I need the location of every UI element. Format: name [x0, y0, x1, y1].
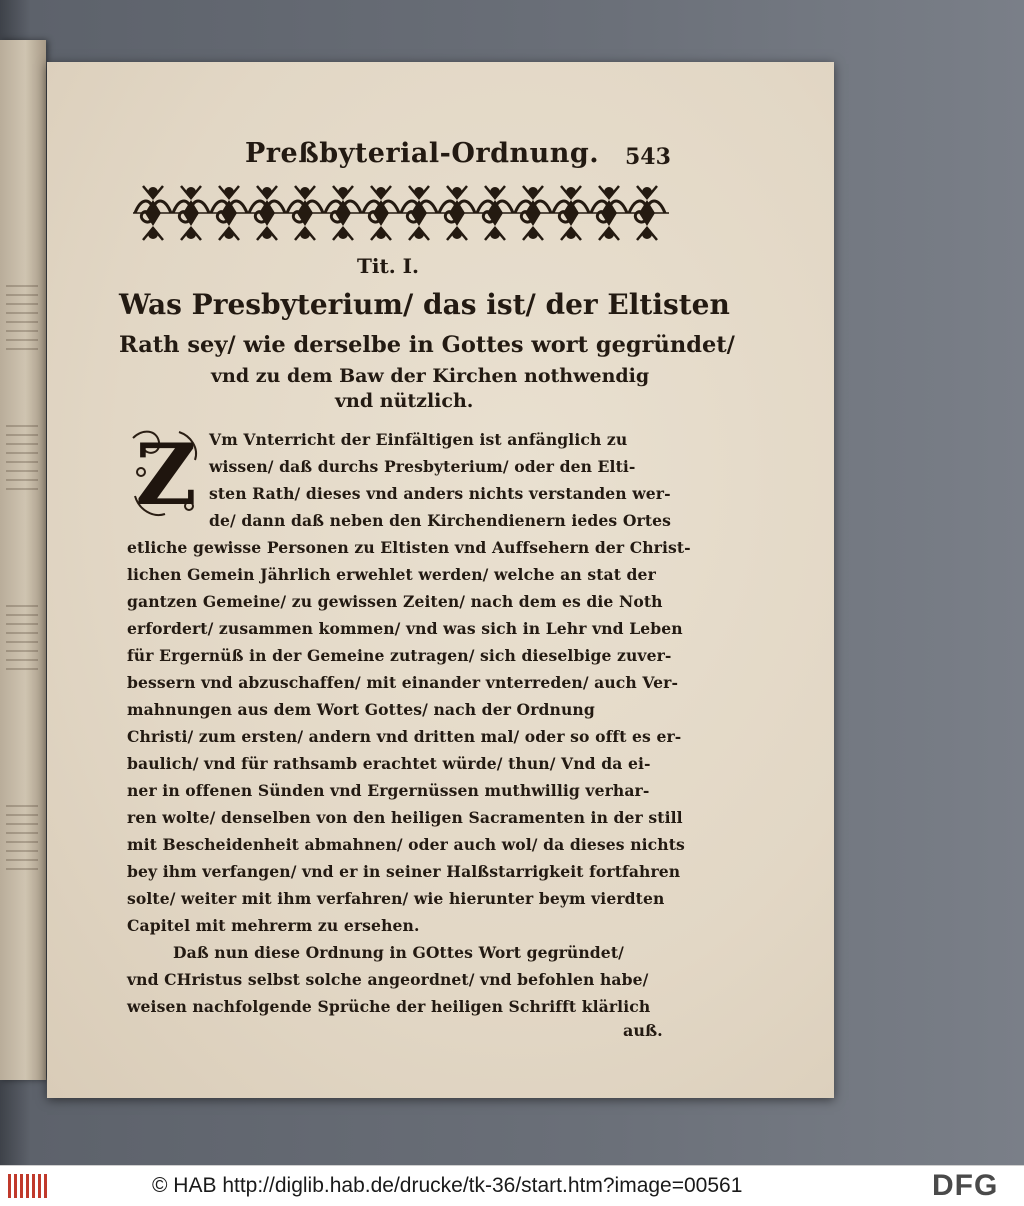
body-line: Daß nun diese Ordnung in GOttes Wort gegründet/ — [173, 943, 624, 962]
body-line: vnd CHristus selbst solche angeordnet/ vnd befohlen habe/ — [127, 970, 649, 989]
dfg-logo: DFG — [932, 1169, 999, 1202]
page-number: 543 — [625, 144, 671, 170]
book-page — [47, 62, 834, 1098]
body-line: erfordert/ zusammen kommen/ vnd was sich in Lehr vnd Leben — [127, 619, 683, 638]
source-link[interactable]: © HAB http://diglib.hab.de/drucke/tk-36/start.htm?image=00561 — [152, 1174, 743, 1197]
title-line-1: Was Presbyterium/ das ist/ der Eltisten — [119, 288, 730, 321]
hab-logo-icon — [6, 1172, 48, 1200]
catchword: auß. — [623, 1021, 663, 1040]
body-line: etliche gewisse Personen zu Eltisten vnd Auffsehern der Christ- — [127, 538, 691, 557]
title-line-3: vnd zu dem Baw der Kirchen nothwendig — [211, 365, 650, 387]
body-line: baulich/ vnd für rathsamb erachtet würde/ thun/ Vnd da ei- — [127, 754, 651, 773]
body-line: Capitel mit mehrerm zu ersehen. — [127, 916, 420, 935]
page-content — [47, 62, 834, 1098]
body-line: mahnungen aus dem Wort Gottes/ nach der Ordnung — [127, 700, 595, 719]
body-line: ner in offenen Sünden vnd Ergernüssen muthwillig verhar- — [127, 781, 650, 800]
body-line: gantzen Gemeine/ zu gewissen Zeiten/ nach dem es die Noth — [127, 592, 663, 611]
body-line: lichen Gemein Jährlich erwehlet werden/ welche an stat der — [127, 565, 656, 584]
previous-page-edge — [0, 40, 46, 1080]
viewer-footer — [0, 1165, 1024, 1206]
body-line: weisen nachfolgende Sprüche der heiligen Schrifft klärlich — [127, 997, 651, 1016]
body-line: bessern vnd abzuschaffen/ mit einander vnterreden/ auch Ver- — [127, 673, 679, 692]
body-line: Vm Vnterricht der Einfältigen ist anfänglich zu — [209, 430, 628, 449]
bleed-through-text — [6, 800, 38, 870]
ornamental-headpiece — [133, 178, 669, 248]
running-head: Preßbyterial-Ordnung. — [245, 138, 600, 169]
body-line: solte/ weiter mit ihm verfahren/ wie hierunter beym vierdten — [127, 889, 665, 908]
title-line-4: vnd nützlich. — [335, 390, 474, 412]
title-line-2: Rath sey/ wie derselbe in Gottes wort gegründet/ — [119, 332, 735, 358]
body-line: für Ergernüß in der Gemeine zutragen/ sich dieselbige zuver- — [127, 646, 672, 665]
body-line: bey ihm verfangen/ vnd er in seiner Halßstarrigkeit fortfahren — [127, 862, 681, 881]
body-line: wissen/ daß durchs Presbyterium/ oder den Elti- — [209, 457, 636, 476]
body-line: sten Rath/ dieses vnd anders nichts verstanden wer- — [209, 484, 671, 503]
title-number: Tit. I. — [357, 254, 419, 278]
body-line: de/ dann daß neben den Kirchendienern iedes Ortes — [209, 511, 672, 530]
bleed-through-text — [6, 600, 38, 670]
initial-letter: Z — [135, 425, 197, 524]
decorated-initial — [129, 426, 203, 524]
bleed-through-text — [6, 280, 38, 350]
body-line: mit Bescheidenheit abmahnen/ oder auch wol/ da dieses nichts — [127, 835, 685, 854]
bleed-through-text — [6, 420, 38, 490]
body-line: ren wolte/ denselben von den heiligen Sacramenten in der still — [127, 808, 683, 827]
body-line: Christi/ zum ersten/ andern vnd dritten mal/ oder so offt es er- — [127, 727, 682, 746]
